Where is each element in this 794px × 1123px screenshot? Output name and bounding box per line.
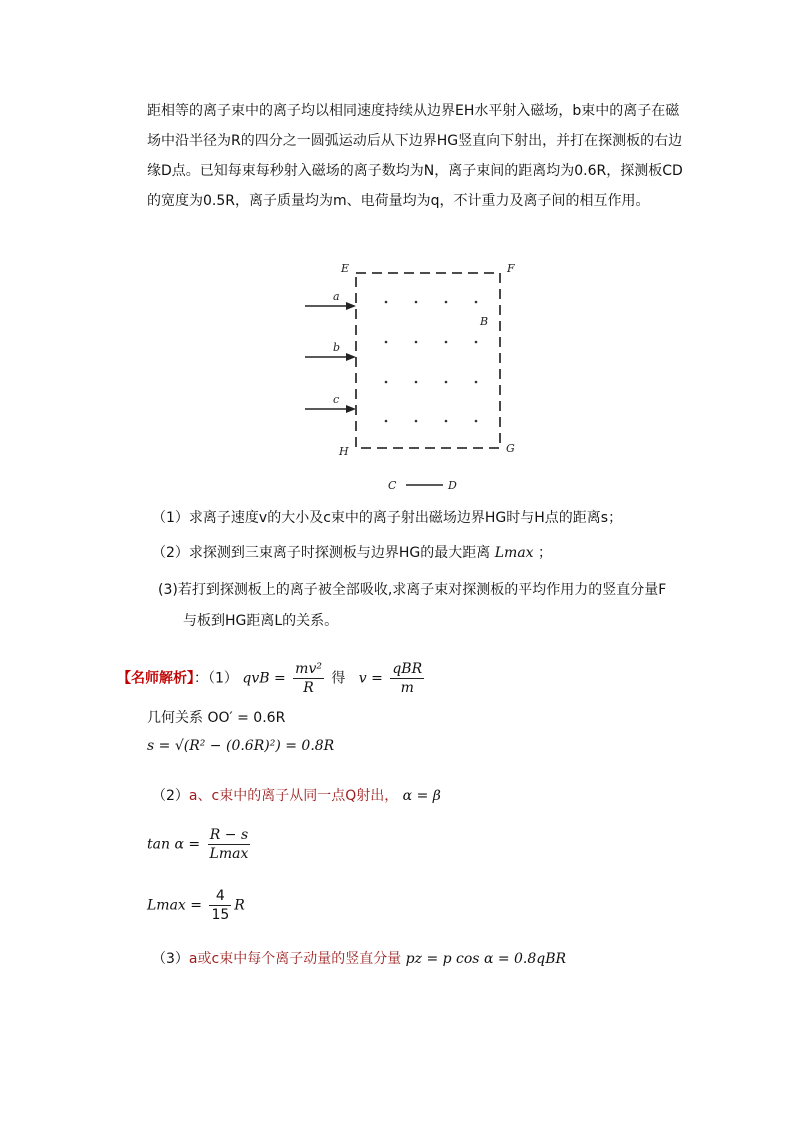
field-boundary xyxy=(356,273,500,448)
label-a: a xyxy=(333,290,340,303)
s-equation: s = √(R² − (0.6R)²) = 0.8R xyxy=(147,738,335,754)
tan-equation: tan α = $\frac{R - s}{Lmax}$ xyxy=(147,827,249,862)
expert-analysis-tag: 【名师解析】 xyxy=(117,670,194,687)
fraction-qBR-m: $\frac{\text{qBR}}{m}$ xyxy=(392,661,423,696)
lmax-symbol: Lmax xyxy=(494,545,534,561)
label-b: b xyxy=(333,341,341,354)
question-2: （2）求探测到三束离子时探测板与边界HG的最大距离 Lmax ； xyxy=(152,545,553,561)
question-1: （1）求离子速度v的大小及c束中的离子射出磁场边界HG时与H点的距离s； xyxy=(152,510,623,526)
geometry-relation: 几何关系 OO′ = 0.6R xyxy=(147,710,286,726)
label-H: H xyxy=(339,445,349,458)
fraction-mv2-R: $\frac{\text{mv²}}{R}$ xyxy=(295,661,322,696)
lmax-equation: Lmax = $\frac{4}{15}$ R xyxy=(147,888,245,923)
label-B: B xyxy=(480,315,489,328)
label-F: F xyxy=(507,262,515,275)
label-E: E xyxy=(341,262,350,275)
label-c: c xyxy=(333,393,340,406)
problem-intro: 距相等的离子束中的离子均以相同速度持续从边界EH水平射入磁场，b束中的离子在磁场中沿半径为R的四分之一圆弧运动后从下边界HG竖直向下射出，并打在探测板的右边缘D点。已知每束每秒射入磁场的离子数均为N，离子束间的距离均为0.6R，探测板CD的宽度为0.5R，离子质量均为m、电荷量均为q，不计重力及离子间的相互作用。 xyxy=(147,103,683,209)
part-2-statement: （2）a、c束中的离子从同一点Q射出， α = β xyxy=(152,788,441,804)
question-2-text: （2）求探测到三束离子时探测板与边界HG的最大距离 xyxy=(152,545,491,561)
part-3-statement: （3）a或c束中每个离子动量的竖直分量 pz = p cos α = 0.8qBR xyxy=(152,951,567,967)
label-D: D xyxy=(448,479,457,492)
label-G: G xyxy=(506,442,515,455)
question-3-cont: 与板到HG距离L的关系。 xyxy=(183,613,339,629)
answer-heading: 【名师解析】：（1） qvB = $\frac{\text{mv²}}{R}$ 得 v = $\frac{\text{qBR}}{m}$ xyxy=(117,661,423,696)
label-C: C xyxy=(388,479,397,492)
question-3: (3)若打到探测板上的离子被全部吸收,求离子束对探测板的平均作用力的竖直分量F xyxy=(158,582,667,598)
